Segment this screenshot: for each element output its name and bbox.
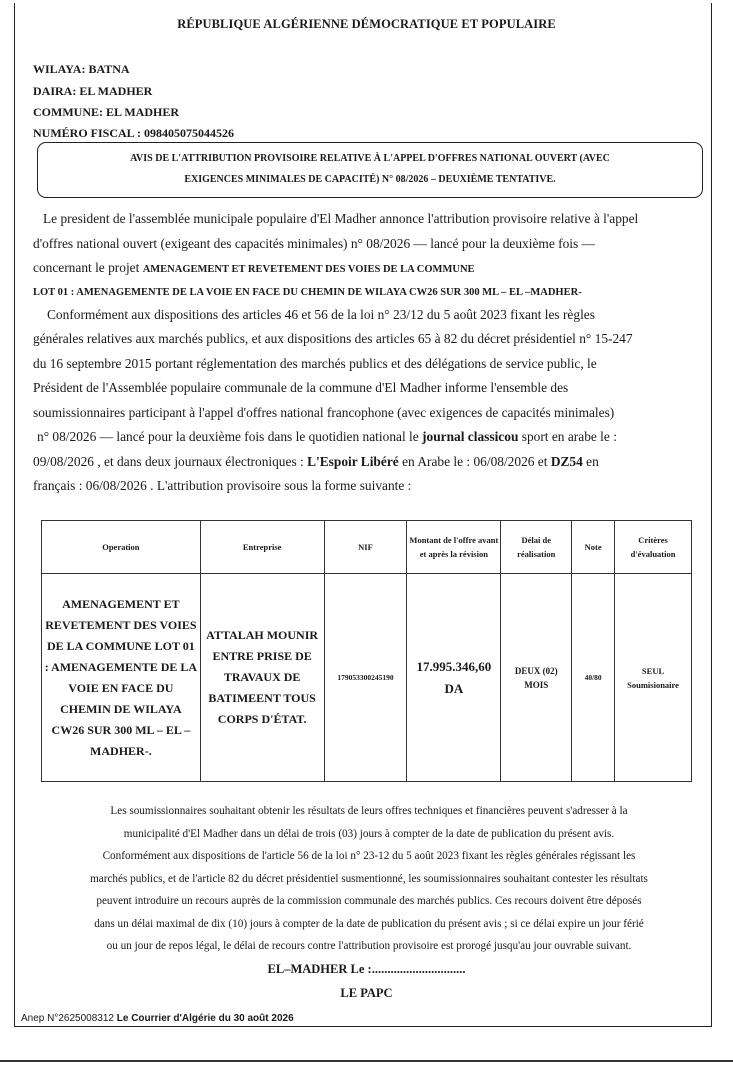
intro-line: Conformément aux dispositions des articles 46 et 56 de la loi n° 23/12 du 5 août 2023 fixant les règles — [47, 306, 595, 322]
closing-line: marchés publics, et de l'article 82 du décret présidentiel susmentionné, les soumissionnaires souhaitant contester les résultats — [90, 872, 648, 885]
signature-place: EL–MADHER Le :.............................. — [267, 962, 466, 976]
cell-operation: AMENAGEMENT ET REVETEMENT DES VOIES DE LA COMMUNE LOT 01 : AMENAGEMENTE DE LA VOIE EN FACE DU CHEMIN DE WILAYA CW26 SUR 300 ML – EL –MADHER-. — [42, 574, 201, 782]
header-operation: Operation — [42, 521, 201, 574]
newspaper-name: journal classicou — [422, 429, 519, 444]
closing-line: Les soumissionnaires souhaitant obtenir les résultats de leurs offres techniques et financières peuvent s'adresser à la — [110, 805, 628, 817]
header-nif: NIF — [324, 521, 407, 574]
intro-line: Président de l'Assemblée populaire communale de la commune d'El Madher informe l'ensemble des — [33, 380, 569, 395]
e-journal-1: L'Espoir Libéré — [307, 453, 399, 469]
header-entreprise: Entreprise — [200, 521, 324, 574]
award-table — [41, 520, 692, 782]
publication-footer — [21, 1013, 294, 1024]
notice-title-line1: AVIS DE L'ATTRIBUTION PROVISOIRE RELATIVE À L'APPEL D'OFFRES NATIONAL OUVERT (AVEC — [130, 153, 610, 164]
intro-line: Le president de l'assemblée municipale populaire d'El Madher annonce l'attribution provisoire relative à l'appel — [43, 211, 639, 226]
header-note: Note — [572, 521, 615, 574]
intro-paragraph — [33, 207, 713, 499]
commune-line: COMMUNE: EL MADHER — [33, 105, 179, 119]
signature-title: LE PAPC — [340, 986, 393, 1000]
journal-credit: Le Courrier d'Algérie du 30 août 2026 — [116, 1013, 294, 1024]
header-delai: Délai de réalisation — [501, 521, 572, 574]
bottom-rule — [0, 1060, 733, 1062]
cell-note: 40/80 — [572, 574, 615, 782]
intro-line: générales relatives aux marchés publics, et aux dispositions des articles 65 à 82 du décret présidentiel n° 15-247 — [33, 331, 633, 346]
wilaya-line: WILAYA: BATNA — [33, 62, 130, 76]
anep-number: Anep N°2625008312 — [21, 1013, 117, 1024]
cell-entreprise: ATTALAH MOUNIR ENTRE PRISE DE TRAVAUX DE BATIMEENT TOUS CORPS D'ÉTAT. — [200, 574, 324, 782]
notice-title-line2: EXIGENCES MINIMALES DE CAPACITÉ) N° 08/2026 – DEUXIÈME TENTATIVE. — [184, 174, 556, 185]
cell-criteres: SEUL Soumisionaire — [615, 574, 692, 782]
republic-heading: RÉPUBLIQUE ALGÉRIENNE DÉMOCRATIQUE ET POPULAIRE — [177, 17, 556, 31]
cell-nif: 179053300245190 — [324, 574, 407, 782]
table-row — [42, 574, 692, 782]
closing-line: dans un délai maximal de dix (10) jours à compter de la date de publication du présent avis ; si ce délai expire un jour férié — [94, 917, 644, 930]
intro-line: d'offres national ouvert (exigeant des capacités minimales) n° 08/2026 — lancé pour la deuxième fois — — [33, 235, 595, 251]
intro-line: n° 08/2026 — lancé pour la deuxième fois dans le quotidien national le journal classicou sport en arabe le : — [37, 429, 617, 444]
project-name: AMENAGEMENT ET REVETEMENT DES VOIES DE LA COMMUNE — [142, 264, 475, 275]
notice-title-box — [37, 142, 703, 198]
daira-line: DAIRA: EL MADHER — [33, 84, 153, 98]
header-criteres: Critères d'évaluation — [615, 521, 692, 574]
closing-paragraph — [24, 800, 714, 958]
intro-line: concernant le projet AMENAGEMENT ET REVETEMENT DES VOIES DE LA COMMUNE — [33, 260, 475, 275]
closing-line: Conformément aux dispositions de l'article 56 de la loi n° 23-12 du 5 août 2023 fixant les règles générales régissant les — [102, 850, 636, 862]
e-journal-2: DZ54 — [550, 453, 583, 469]
lot-line: LOT 01 : AMENAGEMENTE DE LA VOIE EN FACE DU CHEMIN DE WILAYA CW26 SUR 300 ML – EL –MADHER- — [33, 286, 582, 298]
intro-line: français : 06/08/2026 . L'attribution provisoire sous la forme suivante : — [33, 478, 412, 493]
closing-line: ou un jour de repos légal, le délai de recours contre l'attribution provisoire est prorogé jusqu'au jour ouvrable suivant. — [106, 940, 632, 952]
intro-line: du 16 septembre 2015 portant réglementation des marchés publics et des délégations de service public, le — [33, 355, 597, 371]
header-montant: Montant de l'offre avant et après la révision — [407, 521, 501, 574]
closing-line: municipalité d'El Madher dans un délai de trois (03) jours à compter de la date de publication du présent avis. — [123, 827, 615, 840]
cell-montant: 17.995.346,60 DA — [407, 574, 501, 782]
cell-delai: DEUX (02) MOIS — [501, 574, 572, 782]
fiscal-number: NUMÉRO FISCAL : 098405075044526 — [33, 126, 235, 140]
closing-line: peuvent introduire un recours auprès de la commission communale des marchés publics. Ces recours doivent être déposés — [96, 895, 642, 907]
intro-line: 09/08/2026 , et dans deux journaux électroniques : L'Espoir Libéré en Arabe le : 06/08/2026 et DZ54 en — [33, 453, 599, 469]
table-header-row — [42, 521, 692, 574]
intro-line: soumissionnaires participant à l'appel d'offres national francophone (avec exigences de capacités minimales) — [33, 404, 615, 420]
